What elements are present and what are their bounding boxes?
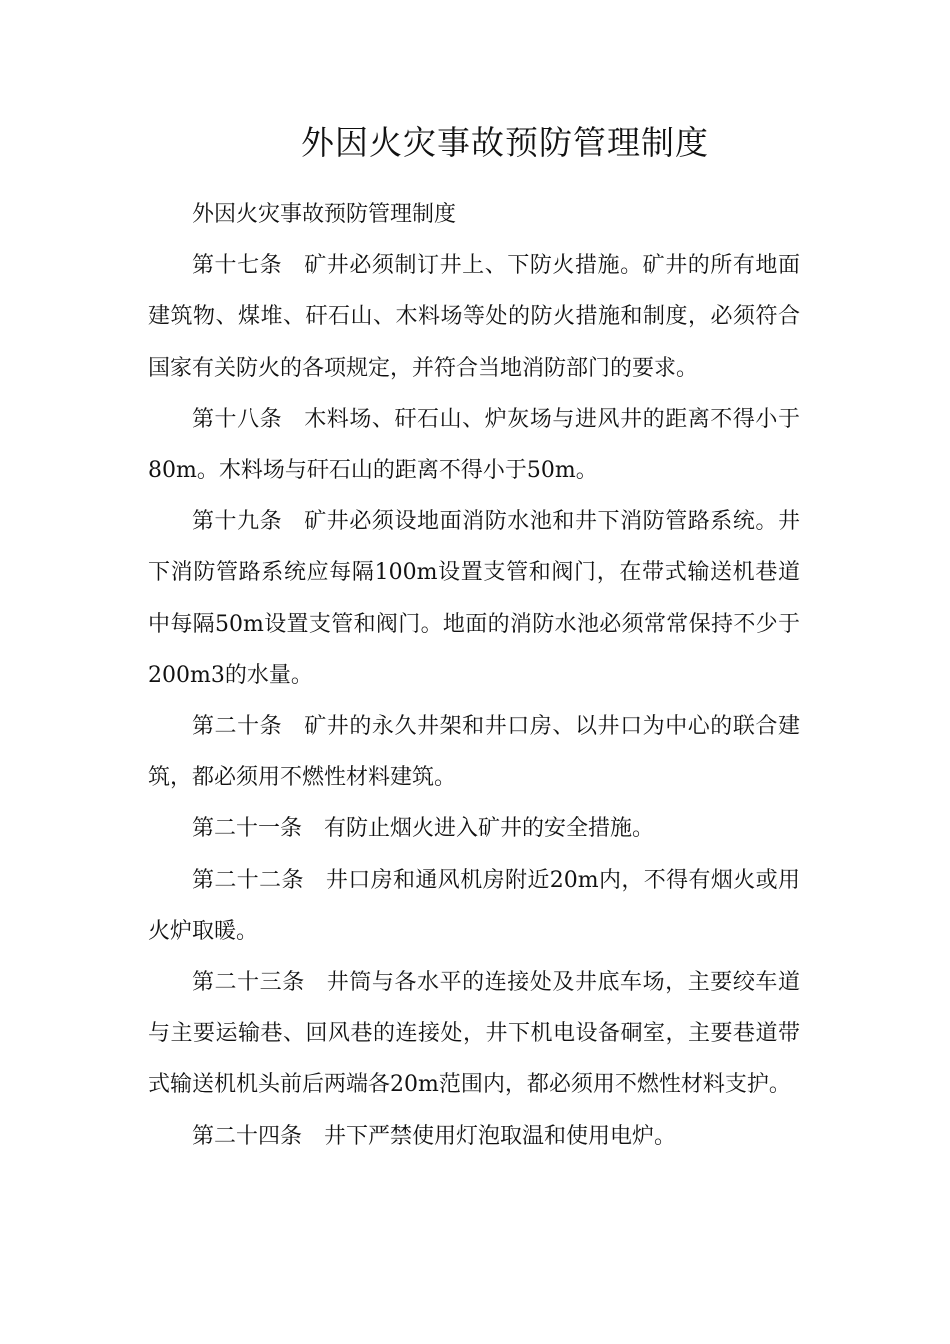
article-text: 矿井的永久井架和井口房、以井口为中心的联合建筑，都必须用不燃性材料建筑。	[148, 714, 800, 791]
article-paragraph	[148, 701, 800, 803]
article-text: 井下严禁使用灯泡取温和使用电炉。	[324, 1123, 677, 1149]
document-body	[148, 189, 800, 1162]
article-number: 第二十条	[192, 714, 283, 740]
article-number: 第二十一条	[192, 816, 303, 842]
article-number: 第二十四条	[192, 1123, 303, 1149]
article-paragraph	[148, 1111, 800, 1162]
article-text: 井口房和通风机房附近20m内，不得有烟火或用火炉取暖。	[148, 867, 800, 944]
article-text: 矿井必须制订井上、下防火措施。矿井的所有地面建筑物、煤堆、矸石山、木料场等处的防火措施和制度，必须符合国家有关防火的各项规定，并符合当地消防部门的要求。	[148, 253, 800, 381]
article-number: 第二十二条	[192, 867, 304, 893]
article-number: 第二十三条	[192, 970, 305, 996]
article-paragraph	[148, 855, 800, 957]
article-text: 井筒与各水平的连接处及井底车场，主要绞车道与主要运输巷、回风巷的连接处，井下机电设备硐室，主要巷道带式输送机机头前后两端各20m范围内，都必须用不燃性材料支护。	[148, 970, 800, 1098]
article-paragraph	[148, 394, 800, 496]
article-paragraph	[148, 496, 800, 701]
article-number: 第十八条	[192, 406, 283, 432]
article-text: 有防止烟火进入矿井的安全措施。	[324, 816, 655, 842]
article-text: 矿井必须设地面消防水池和井下消防管路系统。井下消防管路系统应每隔100m设置支管和阀门，在带式输送机巷道中每隔50m设置支管和阀门。地面的消防水池必须常常保持不少于200m3的水量。	[148, 509, 800, 688]
article-number: 第十九条	[192, 509, 283, 535]
document-title: 外因火灾事故预防管理制度	[301, 123, 709, 162]
article-paragraph	[148, 957, 800, 1111]
article-paragraph	[148, 240, 800, 394]
article-text: 木料场、矸石山、炉灰场与进风井的距离不得小于80m。木料场与矸石山的距离不得小于50m。	[148, 406, 800, 484]
article-paragraph	[148, 803, 800, 854]
article-number: 第十七条	[192, 253, 283, 279]
document-subtitle: 外因火灾事故预防管理制度	[192, 202, 457, 227]
